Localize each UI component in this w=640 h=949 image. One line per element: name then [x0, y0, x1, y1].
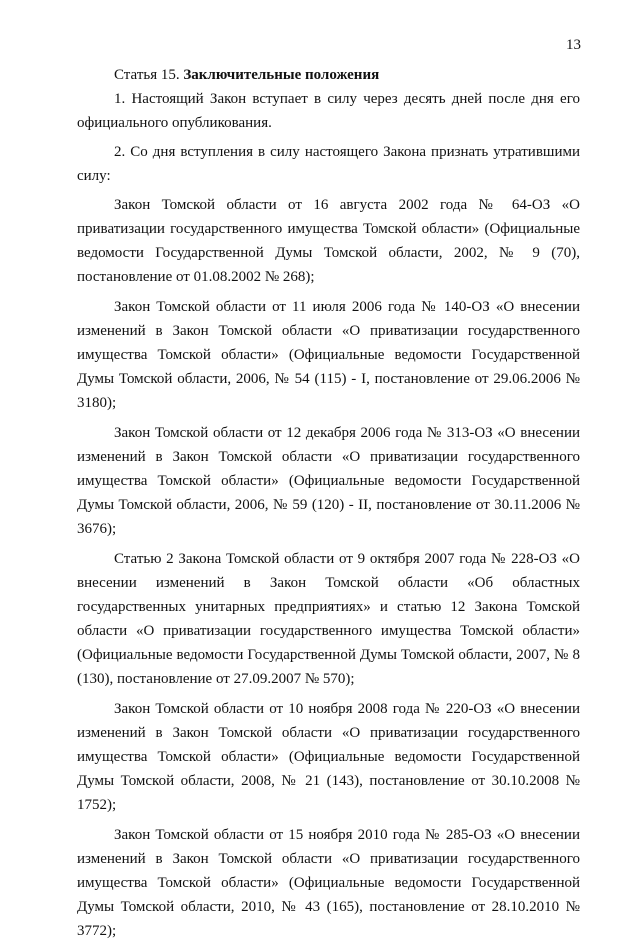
article-label: Статья 15. [114, 67, 180, 83]
article-heading [77, 63, 580, 87]
repealed-law-item: Закон Томской области от 10 ноября 2008 года № 220-ОЗ «О внесении изменений в Закон Томской области «О приватизации государственного имущества Томской области» (Официальные ведомости Государственной Думы Томской области, 2008, № 21 (143), постановление от 30.10.2008 № 1752); [77, 701, 580, 813]
article-content [77, 63, 580, 949]
paragraph-effective-date: 1. Настоящий Закон вступает в силу через десять дней после дня его официального опубликования. [77, 91, 580, 131]
repealed-law-item: Закон Томской области от 12 декабря 2006 года № 313-ОЗ «О внесении изменений в Закон Томской области «О приватизации государственного имущества Томской области» (Официальные ведомости Государственной Думы Томской области, 2006, № 59 (120) - II, постановление от 30.11.2006 № 3676); [77, 425, 580, 537]
paragraph-repeal-intro: 2. Со дня вступления в силу настоящего Закона признать утратившими силу: [77, 144, 580, 184]
repealed-law-item: Закон Томской области от 11 июля 2006 года № 140-ОЗ «О внесении изменений в Закон Томской области «О приватизации государственного имущества Томской области» (Официальные ведомости Государственной Думы Томской области, 2006, № 54 (115) - I, постановление от 29.06.2006 № 3180); [77, 299, 580, 411]
repealed-law-item: Закон Томской области от 15 ноября 2010 года № 285-ОЗ «О внесении изменений в Закон Томской области «О приватизации государственного имущества Томской области» (Официальные ведомости Государственной Думы Томской области, 2010, № 43 (165), постановление от 28.10.2010 № 3772); [77, 827, 580, 939]
page-number: 13 [566, 37, 581, 53]
article-title: Заключительные положения [183, 67, 380, 83]
repealed-law-item: Статью 2 Закона Томской области от 9 октября 2007 года № 228-ОЗ «О внесении изменений в Закон Томской области «Об областных государственных унитарных предприятиях» и статью 12 Закона Томской области «О приватизации государственного имущества Томской области» (Официальные ведомости Государственной Думы Томской области, 2007, № 8 (130), постановление от 27.09.2007 № 570); [77, 551, 580, 687]
repealed-law-item: Закон Томской области от 16 августа 2002 года № 64-ОЗ «О приватизации государственного имущества Томской области» (Официальные ведомости Государственной Думы Томской области, 2002, № 9 (70), постановление от 01.08.2002 № 268); [77, 197, 580, 285]
